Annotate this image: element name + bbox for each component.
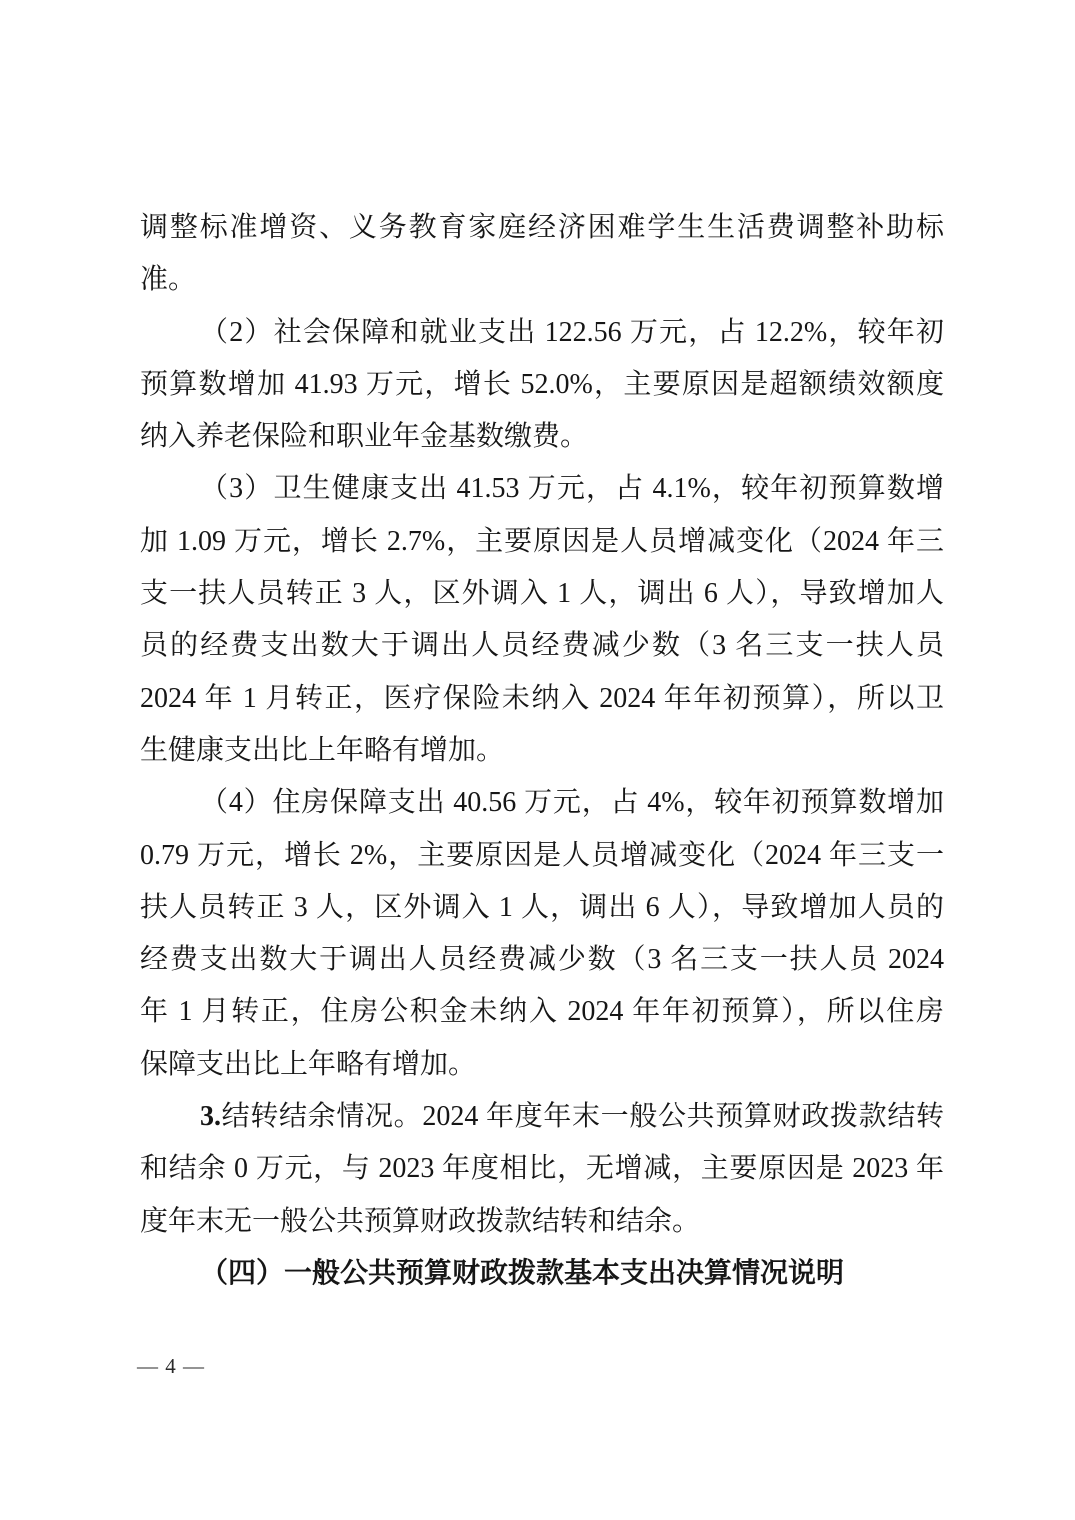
text-line <box>140 777 944 829</box>
document-body <box>140 202 944 1300</box>
text-line <box>140 568 944 620</box>
text-run: （2）社会保障和就业支出 122.56 万元，占 12.2%，较年初 <box>200 316 944 348</box>
text-run: 支一扶人员转正 3 人，区外调入 1 人，调出 6 人），导致增加人 <box>140 578 944 610</box>
text-run: 员的经费支出数大于调出人员经费减少数（3 名三支一扶人员 <box>140 630 944 662</box>
text-line <box>140 202 944 254</box>
text-run: 保障支出比上年略有增加。 <box>140 1048 477 1080</box>
text-run: 调整标准增资、义务教育家庭经济困难学生生活费调整补助标 <box>140 212 944 243</box>
page-number: — 4 — <box>137 1354 205 1378</box>
text-line <box>140 1091 944 1143</box>
text-run: 经费支出数大于调出人员经费减少数（3 名三支一扶人员 2024 <box>140 944 944 976</box>
text-run: 年 1 月转正，住房公积金未纳入 2024 年年初预算），所以住房 <box>140 996 944 1028</box>
text-line <box>140 1143 944 1195</box>
text-line <box>140 463 944 515</box>
text-line <box>140 934 944 986</box>
text-run: 结转结余情况。2024 年度年末一般公共预算财政拨款结转 <box>221 1101 944 1133</box>
text-line <box>140 359 944 411</box>
text-run: 0.79 万元，增长 2%，主要原因是人员增减变化（2024 年三支一 <box>140 839 944 871</box>
text-line <box>140 620 944 672</box>
text-line <box>140 882 944 934</box>
text-run: 2024 年 1 月转正，医疗保险未纳入 2024 年年初预算），所以卫 <box>140 682 944 714</box>
text-run: （3）卫生健康支出 41.53 万元，占 4.1%，较年初预算数增 <box>200 473 944 505</box>
text-line <box>140 254 944 306</box>
text-run: 3. <box>200 1101 221 1133</box>
text-run: （4）住房保障支出 40.56 万元，占 4%，较年初预算数增加 <box>200 787 944 819</box>
text-line <box>140 516 944 568</box>
text-line <box>140 673 944 725</box>
text-run: 生健康支出比上年略有增加。 <box>140 734 505 766</box>
text-run: 度年末无一般公共预算财政拨款结转和结余。 <box>140 1205 701 1237</box>
text-run: 准。 <box>140 264 197 296</box>
text-line <box>140 986 944 1038</box>
text-line <box>140 307 944 359</box>
text-line <box>140 830 944 882</box>
text-run: 加 1.09 万元，增长 2.7%，主要原因是人员增减变化（2024 年三 <box>140 525 944 557</box>
text-run: （四）一般公共预算财政拨款基本支出决算情况说明 <box>200 1257 845 1289</box>
text-line <box>140 1196 944 1248</box>
text-line <box>140 411 944 463</box>
text-line <box>140 1248 944 1300</box>
text-run: 纳入养老保险和职业年金基数缴费。 <box>140 421 589 453</box>
text-run: 和结余 0 万元，与 2023 年度相比，无增减，主要原因是 2023 年 <box>140 1153 944 1185</box>
text-line <box>140 725 944 777</box>
text-run: 扶人员转正 3 人，区外调入 1 人，调出 6 人），导致增加人员的 <box>140 891 944 923</box>
text-line <box>140 1039 944 1091</box>
text-run: 预算数增加 41.93 万元，增长 52.0%，主要原因是超额绩效额度 <box>140 368 944 400</box>
